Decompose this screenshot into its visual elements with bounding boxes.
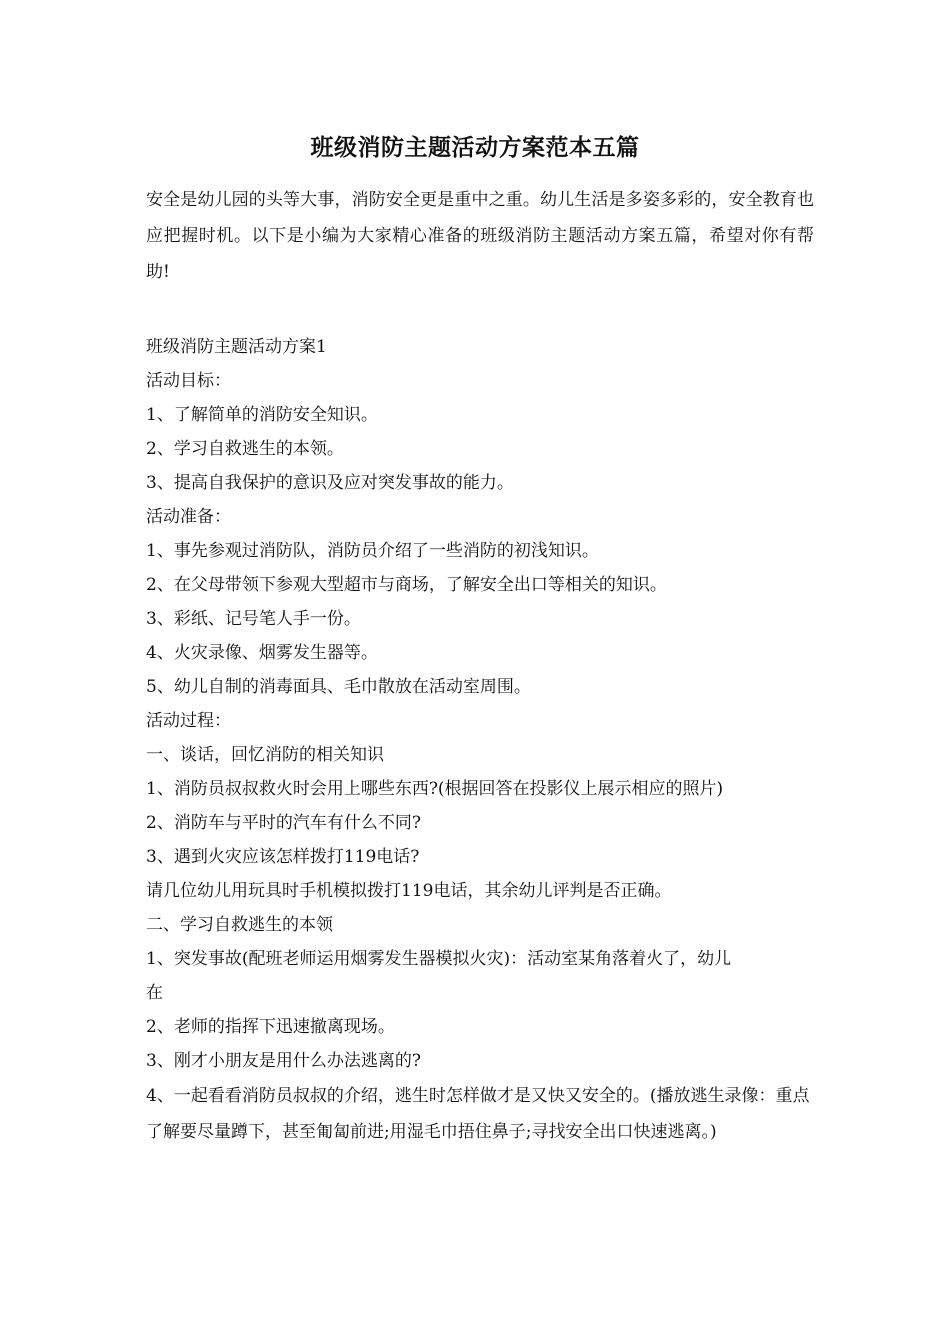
subheading-preparation: 活动准备： xyxy=(146,507,231,527)
list-item: 1、消防员叔叔救火时会用上哪些东西?(根据回答在投影仪上展示相应的照片) xyxy=(146,779,724,799)
list-item: 1、突发事故(配班老师运用烟雾发生器模拟火灾)：活动室某角落着火了，幼儿 xyxy=(146,949,732,969)
list-item: 2、学习自救逃生的本领。 xyxy=(146,439,344,459)
list-item: 3、彩纸、记号笔人手一份。 xyxy=(146,609,361,629)
list-item: 1、了解简单的消防安全知识。 xyxy=(146,405,378,425)
list-item: 4、一起看看消防员叔叔的介绍，逃生时怎样做才是又快又安全的。(播放逃生录像：重点了解要尽量蹲下，甚至匍匐前进;用湿毛巾捂住鼻子;寻找安全出口快速逃离。) xyxy=(146,1086,810,1142)
list-item: 4、火灾录像、烟雾发生器等。 xyxy=(146,643,378,663)
list-item: 3、刚才小朋友是用什么办法逃离的? xyxy=(146,1051,421,1071)
list-item: 5、幼儿自制的消毒面具、毛巾散放在活动室周围。 xyxy=(146,677,531,697)
subheading-goals: 活动目标： xyxy=(146,371,231,391)
list-item: 2、在父母带领下参观大型超市与商场，了解安全出口等相关的知识。 xyxy=(146,575,667,595)
paragraph-line: 请几位幼儿用玩具时手机模拟拨打119电话，其余幼儿评判是否正确。 xyxy=(146,881,672,901)
step-heading: 一、谈话，回忆消防的相关知识 xyxy=(146,745,384,765)
list-item: 1、事先参观过消防队，消防员介绍了一些消防的初浅知识。 xyxy=(146,541,599,561)
subheading-process: 活动过程： xyxy=(146,711,231,731)
section-heading: 班级消防主题活动方案1 xyxy=(146,337,327,357)
body-lines xyxy=(146,330,814,1150)
paragraph-line: 在 xyxy=(146,983,163,1003)
intro-paragraph: 安全是幼儿园的头等大事，消防安全更是重中之重。幼儿生活是多姿多彩的，安全教育也应把握时机。以下是小编为大家精心准备的班级消防主题活动方案五篇，希望对你有帮助! xyxy=(146,190,814,282)
step-heading: 二、学习自救逃生的本领 xyxy=(146,915,333,935)
document-title: 班级消防主题活动方案范本五篇 xyxy=(310,134,640,161)
list-item: 2、消防车与平时的汽车有什么不同? xyxy=(146,813,421,833)
list-item: 3、提高自我保护的意识及应对突发事故的能力。 xyxy=(146,473,514,493)
list-item: 3、遇到火灾应该怎样拨打119电话? xyxy=(146,847,420,867)
list-item: 2、老师的指挥下迅速撤离现场。 xyxy=(146,1017,395,1037)
